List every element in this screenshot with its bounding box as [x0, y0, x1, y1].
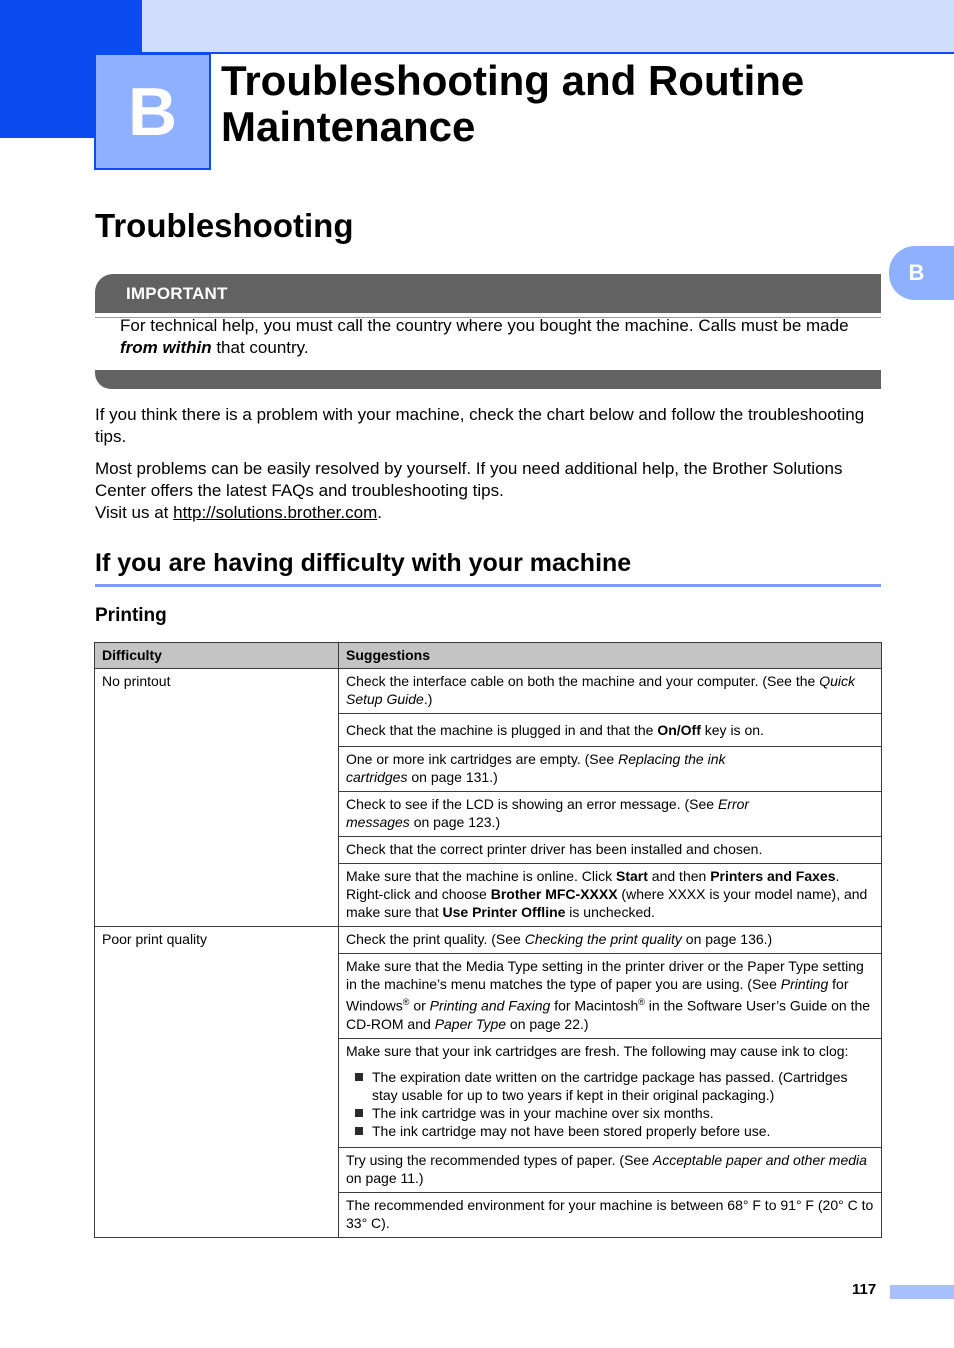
solutions-link[interactable]: http://solutions.brother.com	[173, 503, 378, 522]
section-title: Troubleshooting	[95, 207, 354, 244]
table-row	[95, 927, 882, 954]
intro-paragraph-1: If you think there is a problem with your machine, check the chart below and follow the troubleshooting tips.	[95, 405, 865, 446]
list-item: The ink cartridge may not have been stored properly before use.	[346, 1122, 874, 1140]
side-chapter-tab	[889, 246, 954, 300]
important-box-footer	[95, 370, 881, 389]
suggestion-cell: Make sure that the machine is online. Click Start and then Printers and Faxes. Right-click and choose Brother MFC-XXXX (where XXXX is your model name), and make sure that Use Printer Offline is unchecked.	[339, 864, 882, 927]
chapter-title	[221, 58, 921, 150]
suggestion-cell: Make sure that the Media Type setting in the printer driver or the Paper Type setting in the machine’s menu matches the type of paper you are using. (See Printing for Windows® or Printing and Faxing for Macintosh® in the Software User’s Guide on the CD-ROM and Paper Type on page 22.)	[339, 954, 882, 1039]
suggestion-cell: One or more ink cartridges are empty. (See Replacing the ink cartridges on page 131.)	[339, 747, 882, 792]
table-header-row	[95, 643, 882, 669]
page-number: 117	[852, 1281, 877, 1298]
side-chapter-tab-label: B	[908, 260, 925, 285]
header-rule	[142, 52, 954, 54]
difficulty-cell: Poor print quality	[95, 927, 339, 1238]
suggestion-cell: Try using the recommended types of paper. (See Acceptable paper and other media on page 11.)	[339, 1148, 882, 1193]
difficulty-cell: No printout	[95, 669, 339, 927]
suggestion-cell: Check that the correct printer driver has been installed and chosen.	[339, 837, 882, 864]
subsection-title: If you are having difficulty with your machine	[95, 549, 632, 577]
table-row	[95, 669, 882, 714]
clog-causes-list	[346, 1068, 874, 1140]
suggestion-cell: Make sure that your ink cartridges are fresh. The following may cause ink to clog: The expiration date written on the cartridge package has passed. (Cartridges stay usable for up to two years if kept in their original packaging.) The ink cartridge was in your machine over six months. The ink cartridge may not have been stored properly before use.	[339, 1039, 882, 1148]
suggestion-cell: Check the print quality. (See Checking the print quality on page 136.)	[339, 927, 882, 954]
chapter-title-line1: Troubleshooting and Routine	[221, 57, 805, 104]
suggestion-cell: The recommended environment for your machine is between 68° F to 91° F (20° C to 33° C).	[339, 1193, 882, 1238]
suggestion-cell: Check the interface cable on both the machine and your computer. (See the Quick Setup Guide.)	[339, 669, 882, 714]
header-suggestions: Suggestions	[339, 643, 882, 669]
list-item: The ink cartridge was in your machine over six months.	[346, 1104, 874, 1122]
important-label: IMPORTANT	[126, 284, 228, 303]
suggestion-cell: Check to see if the LCD is showing an error message. (See Error messages on page 123.)	[339, 792, 882, 837]
list-item: The expiration date written on the cartridge package has passed. (Cartridges stay usable for up to two years if kept in their original packaging.)	[346, 1068, 874, 1104]
header-difficulty: Difficulty	[95, 643, 339, 669]
header-band	[0, 0, 954, 52]
troubleshooting-table	[94, 642, 882, 1238]
intro-paragraph-2: Most problems can be easily resolved by yourself. If you need additional help, the Brother Solutions Center offers the latest FAQs and troubleshooting tips. Visit us at http://solutions.brother.com.	[95, 459, 843, 522]
suggestion-cell: Check that the machine is plugged in and that the On/Off key is on.	[339, 714, 882, 747]
page-number-bar	[890, 1285, 954, 1299]
subsection-rule	[95, 584, 881, 587]
chapter-title-line2: Maintenance	[221, 103, 476, 150]
important-emphasis: from within	[120, 338, 212, 357]
important-text: For technical help, you must call the country where you bought the machine. Calls must be made from within that country.	[120, 316, 849, 357]
subsubsection-title: Printing	[95, 605, 167, 626]
important-box-header	[95, 274, 881, 313]
chapter-letter-box	[94, 53, 211, 170]
chapter-letter: B	[127, 73, 178, 150]
